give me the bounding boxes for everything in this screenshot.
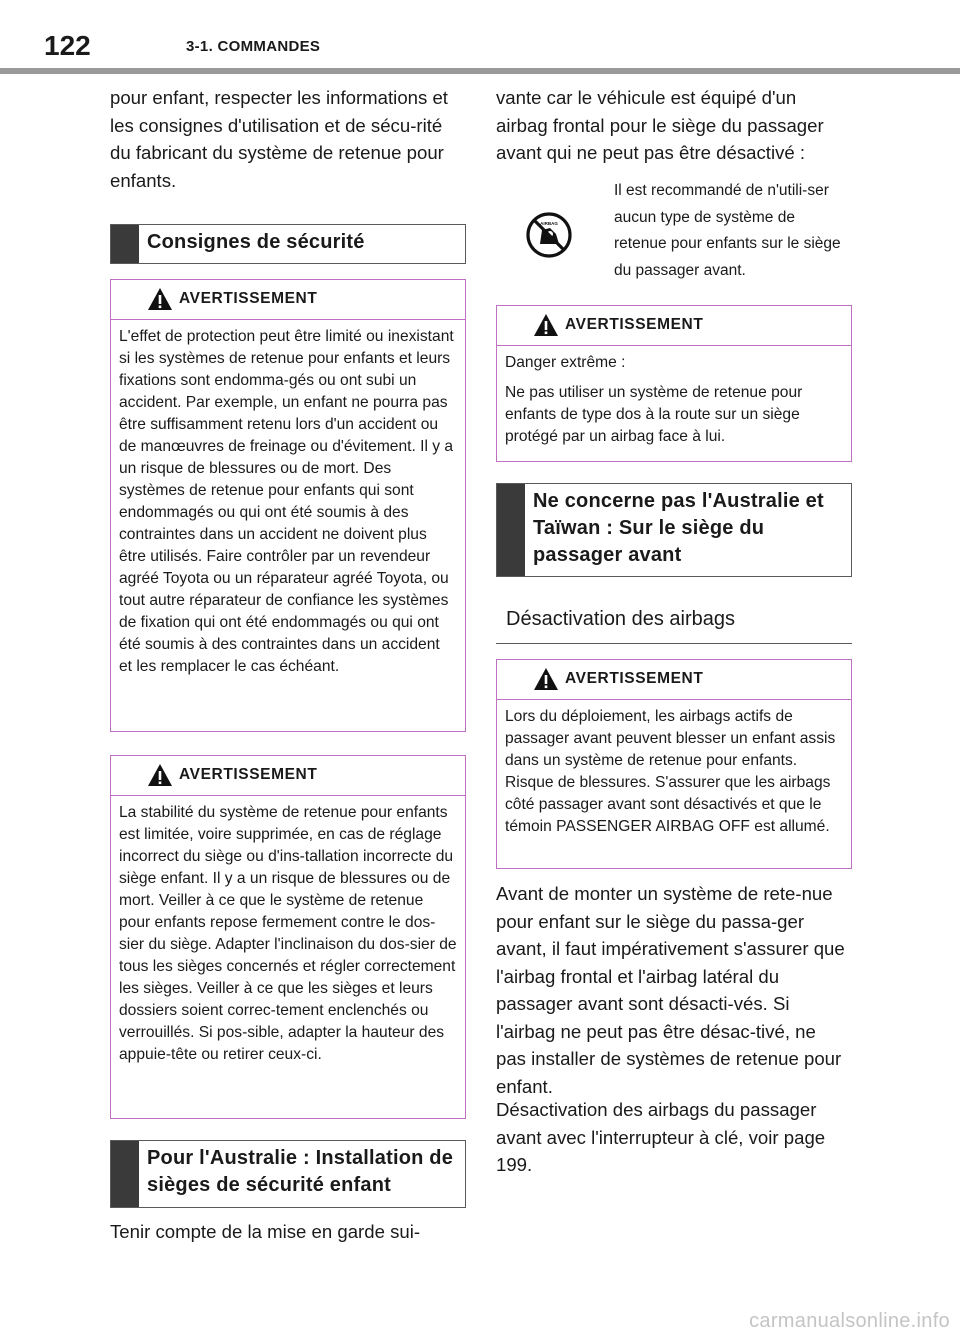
left-intro-paragraph: pour enfant, respecter les informations et les consignes d'utilisation et de sécu-rité du fabricant du système de retenue pour enfants. [110,87,448,191]
right-paragraph-1: Avant de monter un système de rete-nue pour enfant sur le siège du passa-ger avant, il faut impérativement s'assurer que l'airbag frontal et l'airbag latéral du passager avant sont désacti-vés. Si l'airbag ne peut pas être désac-tivé, ne pas installer de systèmes de retenue pour enfant. [496,883,845,1097]
warning-body [497,700,851,846]
warning-triangle-icon [533,667,559,691]
right-paragraph-2: Désactivation des airbags du passager avant avec l'interrupteur à clé, voir page 199. [496,1099,826,1175]
warning-box-2 [110,755,466,1119]
warning-text: Lors du déploiement, les airbags actifs de passager avant peuvent blesser un enfant assis dans un système de retenue pour enfants. Risque de blessures. S'assurer que les airbags côté passager avant sont désactivés et que le témoin PASSENGER AIRBAG OFF est allumé. [505,708,836,835]
warning-text-line2: Ne pas utiliser un système de retenue pour enfants de type dos à la route sur un siège protégé par un airbag face à lui. [505,384,803,445]
warning-text: L'effet de protection peut être limité ou inexistant si les systèmes de retenue pour enfants et leurs fixations sont endomma-gés ou ont subi un accident. Par exemple, un enfant ne pourra pas être suffisamment retenu lors d'un accident ou de manœuvres de freinage ou d'évitement. Il y a un risque de blessures ou de mort. Des systèmes de retenue pour enfants qui sont endommagés ou qui ont été soumis à des contraintes dans un accident ne doivent plus être utilisés. Faire contrôler par un revendeur agréé Toyota ou un réparateur agréé Toyota, ou tout autre réparateur de confiance les systèmes de fixation qui ont été endommagés ou qui ont été soumis à des contraintes dans un accident et les remplacer le cas échéant. [119,328,454,675]
warning-title: AVERTISSEMENT [179,290,318,307]
warning-title: AVERTISSEMENT [179,766,318,783]
heading-not-australia-text: Ne concerne pas l'Australie et Taïwan : Sur le siège du passager avant [533,490,824,566]
heading-not-australia [496,483,852,577]
warning-title: AVERTISSEMENT [565,316,704,333]
warning-body [111,320,465,686]
heading-bar [497,484,525,576]
warning-header [111,280,465,320]
warning-box-1 [110,279,466,732]
right-intro-paragraph: vante car le véhicule est équipé d'un airbag frontal pour le siège du passager avant qui ne peut pas être désactivé : [496,87,824,163]
warning-box-3 [496,305,852,462]
section-title: 3-1. COMMANDES [186,38,321,55]
warning-header [111,756,465,796]
subheading-text: Désactivation des airbags [506,608,736,630]
heading-australia-installation [110,1140,466,1208]
warning-header [497,306,851,346]
warning-text: La stabilité du système de retenue pour enfants est limitée, voire supprimée, en cas de réglage incorrect du siège ou d'ins-tallation incorrecte du siège enfant. Il y a un risque de blessures ou de mort. Veiller à ce que le système de retenue pour enfants repose fermement contre le dos-sier du siège. Adapter l'inclinaison du dos-sier de tous les sièges concernés et régler correctement les sièges. Veiller à ce que les sièges et leurs dossiers soient correc-tement enclenchés ou verrouillés. Si pos-sible, adapter la hauteur des appuie-tête ou retirer ceux-ci. [119,804,457,1063]
no-child-seat-icon [526,212,572,258]
warning-triangle-icon [147,287,173,311]
subheading-airbag-deactivation [496,598,852,644]
warning-box-4 [496,659,852,869]
heading-safety-instructions [110,224,466,264]
airbag-label: AIRBAG [540,221,558,226]
heading-australia-text: Pour l'Australie : Installation de sièges de sécurité enfant [147,1147,454,1196]
right-column [496,84,852,167]
page-number: 122 [44,30,91,61]
warning-triangle-icon [533,313,559,337]
left-column [110,84,466,194]
left-outro-paragraph: Tenir compte de la mise en garde sui- [110,1221,421,1242]
warning-title: AVERTISSEMENT [565,670,704,687]
icon-note-text: Il est recommandé de n'utili-ser aucun type de système de retenue pour enfants sur le siège du passager avant. [614,182,841,279]
watermark: carmanualsonline.info [749,1310,950,1332]
warning-header [497,660,851,700]
warning-triangle-icon [147,763,173,787]
heading-safety-text: Consignes de sécurité [147,231,365,253]
header-divider [0,68,960,74]
heading-bar [111,225,139,263]
warning-text-line1: Danger extrême : [505,354,626,371]
warning-body [111,796,465,1074]
heading-bar [111,1141,139,1207]
icon-note-row [496,176,852,286]
warning-body [497,346,851,456]
